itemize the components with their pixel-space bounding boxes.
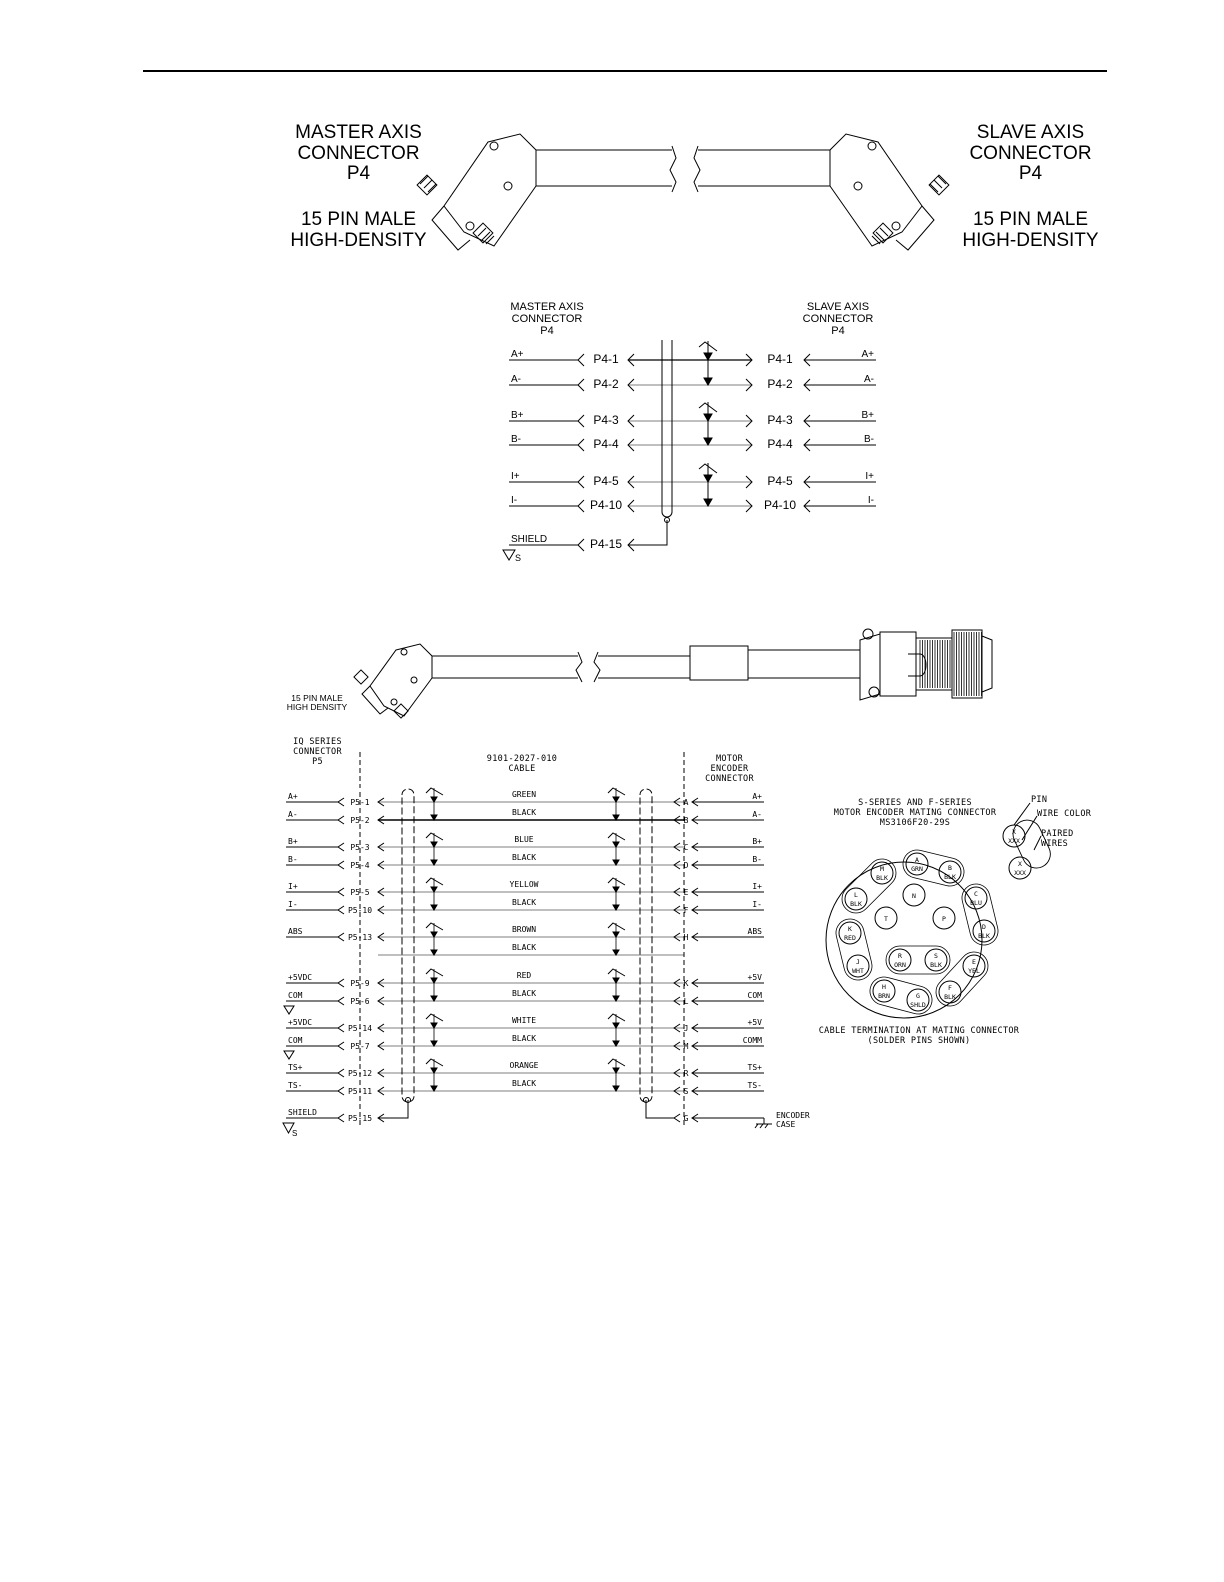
- slave-type-line2: HIGH-DENSITY: [962, 229, 1099, 251]
- s2-twist-mark-3-1: [426, 878, 443, 885]
- s2-left-arrow-1: [338, 798, 344, 806]
- s2-pair-arrow-b-1-2: [613, 815, 619, 820]
- pin-l-color: BLK: [850, 900, 862, 908]
- s1-left-arrow-3: [578, 415, 584, 427]
- legend-paired-line1: PAIRED: [1041, 829, 1074, 839]
- legend-paired-wires: [1041, 830, 1074, 850]
- s2-left-arrow-12: [338, 1042, 344, 1050]
- s2-right-signal-4: B-: [752, 855, 762, 864]
- s1-pair-arrow-b-1: [704, 378, 712, 385]
- s1-pair-arrow-a-3: [704, 475, 712, 482]
- s2-pair-arrow-a-1-2: [613, 797, 619, 802]
- pin-s-id: S: [934, 952, 938, 960]
- cable2-label-line1: 15 PIN MALE: [291, 693, 343, 703]
- pin-j-color: WHT: [852, 967, 864, 975]
- s2-wire-color-11: WHITE: [511, 1016, 537, 1025]
- s1-ground-label: S: [515, 553, 522, 563]
- s1-left-signal-5: I+: [511, 471, 520, 482]
- s1-cable-shield: [662, 340, 672, 517]
- s2-wire-color-10: BLACK: [511, 989, 537, 998]
- legend-pin: PIN: [1031, 795, 1048, 805]
- pin-c-id: C: [974, 890, 978, 898]
- s2-cable-header-line1: 9101-2027-010: [486, 754, 558, 764]
- s1-right-signal-6: I-: [867, 495, 874, 506]
- s2-twist-mark-1-2: [608, 788, 625, 795]
- s2-motor-pin-12: M: [683, 1042, 689, 1051]
- pin-b-color: BLK: [944, 873, 956, 881]
- s2-pair-arrow-b-1-1: [431, 815, 437, 820]
- s2-pair-arrow-a-7-1: [431, 1068, 437, 1073]
- legend-pin-top-id: X: [1012, 828, 1016, 836]
- s1-left-arrow-4: [578, 439, 584, 451]
- pin-d-color: BLK: [978, 932, 990, 940]
- s2-left-pin-10: P5-6: [350, 997, 370, 1006]
- cable2-body: [432, 646, 860, 682]
- s2-pair-arrow-a-5-1: [431, 978, 437, 983]
- s2-chassis-ground-icon: [755, 1118, 772, 1128]
- mating-title: [820, 799, 1010, 828]
- s2-motor-pin-3: C: [683, 843, 689, 852]
- s2-wire-color-5: YELLOW: [509, 880, 539, 889]
- cable2-label-line2: HIGH DENSITY: [286, 702, 348, 713]
- s1-left-pin-3: P4-3: [593, 413, 619, 427]
- s2-twist-mark-4-1: [426, 923, 443, 930]
- s1-left-signal-2: A-: [511, 374, 521, 385]
- s2-pair-arrow-b-7-2: [613, 1086, 619, 1091]
- s2-right-signal-11: +5V: [747, 1018, 762, 1027]
- pin-d-id: D: [982, 923, 986, 931]
- s1-left-pin-4: P4-4: [593, 437, 619, 451]
- s2-wire-color-2: BLACK: [511, 808, 537, 817]
- s2-iq-header-line1: IQ SERIES: [293, 737, 342, 747]
- s2-pair-arrow-b-3-1: [431, 905, 437, 910]
- s1-right-signal-3: B+: [861, 410, 874, 421]
- s2-left-arrow-10: [338, 997, 344, 1005]
- s2-twist-mark-2-1: [426, 833, 443, 840]
- s2-left-pin-12: P5-7: [350, 1042, 370, 1051]
- s2-shield-pin: P5-15: [347, 1114, 373, 1123]
- s1-left-signal-1: A+: [511, 349, 524, 360]
- cable1-body: [536, 146, 830, 192]
- s1-master-header-line2: CONNECTOR: [511, 312, 583, 325]
- s2-wire-color-8: BLACK: [511, 943, 537, 952]
- s1-right-pin-5: P4-5: [767, 474, 793, 488]
- s2-pair-arrow-a-1-1: [431, 797, 437, 802]
- s2-left-signal-14: TS-: [288, 1081, 303, 1090]
- pin-r-id: R: [898, 952, 902, 960]
- s2-left-pin-11: P5-14: [347, 1024, 373, 1033]
- legend-pin-top-color: XXX: [1008, 837, 1020, 845]
- cable2-db15-connector-icon: [354, 644, 432, 718]
- s2-twist-mark-2-2: [608, 833, 625, 840]
- legend-pin-bottom-color: XXX: [1014, 869, 1026, 877]
- s1-drain-wire: [628, 520, 667, 545]
- s2-wire-color-3: BLUE: [514, 835, 534, 844]
- pin-g-id: G: [916, 992, 920, 1000]
- s2-pair-arrow-b-6-1: [431, 1041, 437, 1046]
- s1-left-arrow-6: [578, 500, 584, 512]
- pin-l-id: L: [854, 891, 858, 899]
- master-title-line1: MASTER AXIS: [295, 122, 422, 143]
- s2-wire-color-1: GREEN: [511, 790, 537, 799]
- s1-master-header-line3: P4: [540, 324, 554, 337]
- s2-left-signal-2: A-: [288, 810, 298, 819]
- legend-paired-line2: WIRES: [1041, 838, 1069, 849]
- s2-right-drain: [646, 1100, 674, 1118]
- s2-wire-color-12: BLACK: [511, 1034, 537, 1043]
- s2-left-arrow-3: [338, 843, 344, 851]
- s2-left-arrow-4: [338, 861, 344, 869]
- s2-pair-arrow-b-6-2: [613, 1041, 619, 1046]
- s2-left-pin-2: P5-2: [350, 816, 370, 825]
- slave-title-line2: CONNECTOR: [969, 142, 1092, 164]
- s1-right-signal-2: A-: [864, 374, 874, 385]
- s2-left-shield-tube: [402, 789, 414, 1102]
- s2-pair-arrow-a-5-2: [613, 978, 619, 983]
- s2-motor-pin-13: R: [683, 1069, 689, 1078]
- s2-left-signal-7: ABS: [288, 927, 303, 936]
- pin-e-color: YEL: [968, 967, 980, 975]
- s1-left-arrow-2: [578, 379, 584, 391]
- s2-motor-header-line1: MOTOR: [715, 754, 744, 764]
- cable2-connector-label: [272, 694, 362, 712]
- mating-caption-line2: (SOLDER PINS SHOWN): [867, 1035, 971, 1046]
- s2-pair-arrow-b-2-1: [431, 860, 437, 865]
- s2-pair-arrow-a-7-2: [613, 1068, 619, 1073]
- s2-right-signal-7: ABS: [747, 927, 762, 936]
- s2-wire-color-9: RED: [516, 971, 532, 980]
- s2-left-pin-9: P5-9: [350, 979, 370, 988]
- s2-pair-arrow-b-2-2: [613, 860, 619, 865]
- mating-caption-line1: CABLE TERMINATION AT MATING CONNECTOR: [818, 1026, 1020, 1036]
- master-type-line1: 15 PIN MALE: [300, 209, 417, 230]
- s1-left-pin-2: P4-2: [593, 377, 619, 391]
- s1-pair-arrow-a-1: [704, 353, 712, 360]
- pin-h-id: H: [882, 983, 886, 991]
- s2-motor-pin-11: J: [683, 1024, 689, 1033]
- s2-left-pin-14: P5-11: [347, 1087, 373, 1096]
- s1-slave-header-line3: P4: [831, 324, 845, 337]
- legend-pair-leader: [1034, 836, 1041, 850]
- s2-left-pin-1: P5-1: [350, 798, 370, 807]
- s2-right-signal-3: B+: [752, 837, 762, 846]
- s2-pair-arrow-a-4-1: [431, 932, 437, 937]
- s2-iq-header-line2: CONNECTOR: [293, 746, 342, 757]
- s2-right-signal-14: TS-: [747, 1081, 762, 1090]
- s1-left-signal-3: B+: [511, 410, 524, 421]
- master-type-line2: HIGH-DENSITY: [290, 229, 427, 251]
- s2-motor-pin-5: E: [683, 888, 689, 897]
- s2-left-signal-4: B-: [288, 855, 298, 864]
- s1-right-signal-5: I+: [865, 471, 874, 482]
- s2-left-arrow-7: [338, 933, 344, 941]
- pin-f-id: F: [948, 984, 952, 992]
- s2-left-arrow-11: [338, 1024, 344, 1032]
- pin-c-color: BLU: [970, 899, 982, 907]
- s1-pair-arrow-b-3: [704, 499, 712, 506]
- s2-pair-arrow-a-2-1: [431, 842, 437, 847]
- schematic2-wiring: [283, 752, 810, 1138]
- pin-j-id: J: [856, 958, 860, 966]
- s1-left-pin-6: P4-10: [589, 498, 623, 512]
- s2-right-signal-12: COMM: [742, 1036, 762, 1045]
- s2-motor-header-line2: ENCODER: [710, 763, 749, 774]
- s2-right-signal-6: I-: [752, 900, 762, 909]
- s2-twist-mark-3-2: [608, 878, 625, 885]
- mating-title-line1: S-SERIES AND F-SERIES: [858, 798, 972, 808]
- slave-title-line3: P4: [1018, 163, 1043, 185]
- s2-motor-pin-4: D: [683, 861, 689, 870]
- s1-shield-signal: SHIELD: [511, 534, 548, 545]
- ms-circular-connector-icon: [860, 629, 992, 700]
- s1-right-pin-1: P4-1: [767, 352, 793, 366]
- legend-pin-bottom-id: X: [1018, 860, 1022, 868]
- s2-twist-mark-4-2: [608, 923, 625, 930]
- s2-left-arrow-6: [338, 906, 344, 914]
- pin-n-id: N: [912, 892, 916, 900]
- s2-com-ground-icon-2: [284, 1051, 294, 1059]
- s1-slave-header-line1: SLAVE AXIS: [806, 301, 870, 313]
- s2-motor-pin-14: S: [683, 1087, 689, 1096]
- s1-right-signal-4: B-: [864, 434, 874, 445]
- s2-right-signal-10: COM: [747, 991, 762, 1000]
- mating-title-line3: MS3106F20-29S: [879, 817, 951, 828]
- pin-p-id: P: [942, 915, 946, 923]
- legend-wire-leader: [1022, 816, 1037, 840]
- s2-motor-header: [692, 755, 767, 784]
- s2-pair-arrow-a-6-1: [431, 1023, 437, 1028]
- s2-pair-arrow-b-3-2: [613, 905, 619, 910]
- s2-motor-pin-10: L: [683, 997, 689, 1006]
- s2-twist-mark-6-1: [426, 1014, 443, 1021]
- pin-r-color: ORN: [894, 961, 906, 969]
- s2-shield-arrow: [338, 1114, 344, 1122]
- pin-a-id: A: [915, 856, 919, 864]
- s2-left-signal-3: B+: [288, 837, 298, 846]
- pin-t-id: T: [884, 915, 888, 923]
- pin-s-color: BLK: [930, 961, 942, 969]
- s2-left-signal-13: TS+: [288, 1063, 303, 1072]
- s2-shield-signal: SHIELD: [288, 1108, 317, 1117]
- slave-type-line1: 15 PIN MALE: [972, 209, 1089, 230]
- s2-left-pin-4: P5-4: [350, 861, 370, 870]
- master-db15-connector-icon: [417, 134, 536, 250]
- s2-wire-color-6: BLACK: [511, 898, 537, 907]
- s2-left-signal-6: I-: [288, 900, 298, 909]
- s2-pair-arrow-a-3-2: [613, 887, 619, 892]
- s2-com-ground-icon-1: [284, 1006, 294, 1014]
- s1-shield-pin: P4-15: [589, 537, 623, 551]
- schematic1-wiring: [503, 340, 876, 563]
- s2-twist-mark-5-2: [608, 969, 625, 976]
- s2-pair-arrow-a-6-2: [613, 1023, 619, 1028]
- s1-left-pin-1: P4-1: [593, 352, 619, 366]
- s2-encoder-case-line2: CASE: [776, 1120, 796, 1129]
- s2-wire-color-14: BLACK: [511, 1079, 537, 1088]
- s2-pair-arrow-a-2-2: [613, 842, 619, 847]
- pin-k-id: K: [848, 925, 852, 933]
- s2-left-arrow-13: [338, 1069, 344, 1077]
- s2-motor-pin-9: K: [683, 979, 689, 988]
- s2-left-pin-6: P5-10: [347, 906, 373, 915]
- s2-left-arrow-14: [338, 1087, 344, 1095]
- s1-left-signal-4: B-: [511, 434, 521, 445]
- s2-twist-mark-5-1: [426, 969, 443, 976]
- pin-e-id: E: [972, 958, 976, 966]
- pin-m-id: M: [880, 865, 884, 873]
- s2-left-signal-10: COM: [288, 991, 303, 1000]
- paired-wires-outline-3: [930, 946, 994, 1012]
- s2-motor-header-line3: CONNECTOR: [705, 773, 754, 784]
- s2-twist-mark-6-2: [608, 1014, 625, 1021]
- s2-motor-pin-2: B: [683, 816, 689, 825]
- s1-right-pin-3: P4-3: [767, 413, 793, 427]
- master-title-line3: P4: [346, 163, 371, 185]
- pin-f-color: BLK: [944, 993, 956, 1001]
- s1-shield-arrow: [578, 539, 584, 551]
- s1-slave-header: [788, 302, 888, 338]
- s2-twist-mark-7-1: [426, 1059, 443, 1066]
- s2-encoder-case-line1: ENCODER: [776, 1111, 810, 1120]
- pin-a-color: GRN: [911, 865, 923, 873]
- s2-cable-header-line2: CABLE: [508, 763, 536, 774]
- legend-wire-color: WIRE COLOR: [1037, 809, 1092, 819]
- s2-shield-motor-arrow: [674, 1114, 680, 1122]
- s2-right-signal-9: +5V: [747, 973, 762, 982]
- s1-right-pin-4: P4-4: [767, 437, 793, 451]
- pin-m-color: BLK: [876, 874, 888, 882]
- s2-motor-pin-6: F: [683, 906, 689, 915]
- s1-ground-icon: [503, 550, 515, 560]
- s1-slave-header-line2: CONNECTOR: [802, 312, 874, 325]
- s2-left-signal-9: +5VDC: [288, 973, 313, 982]
- s2-shield-ground-label: S: [292, 1129, 298, 1138]
- s1-left-pin-5: P4-5: [593, 474, 619, 488]
- s2-right-signal-1: A+: [752, 792, 762, 801]
- mating-title-line2: MOTOR ENCODER MATING CONNECTOR: [833, 807, 997, 818]
- pin-h-color: BRN: [878, 992, 890, 1000]
- s2-motor-pin-1: A: [683, 798, 689, 807]
- s1-right-pin-2: P4-2: [767, 377, 793, 391]
- slave-db15-connector-icon: [830, 134, 949, 250]
- s2-pair-arrow-b-4-2: [613, 950, 619, 955]
- s2-left-signal-12: COM: [288, 1036, 303, 1045]
- s2-left-arrow-2: [338, 816, 344, 824]
- s1-right-signal-1: A+: [861, 349, 874, 360]
- s2-left-pin-5: P5-5: [350, 888, 370, 897]
- s2-right-shield-tube: [640, 789, 652, 1102]
- s1-right-pin-6: P4-10: [763, 498, 797, 512]
- s2-wire-color-4: BLACK: [511, 853, 537, 862]
- s2-pair-arrow-a-4-2: [613, 932, 619, 937]
- s2-left-pin-13: P5-12: [347, 1069, 373, 1078]
- s1-left-arrow-5: [578, 476, 584, 488]
- s2-left-arrow-9: [338, 979, 344, 987]
- s1-master-header: [497, 302, 597, 338]
- s2-pair-arrow-a-3-1: [431, 887, 437, 892]
- s2-twist-mark-7-2: [608, 1059, 625, 1066]
- s2-left-signal-1: A+: [288, 792, 298, 801]
- s2-pair-arrow-b-7-1: [431, 1086, 437, 1091]
- pin-k-color: RED: [844, 934, 856, 942]
- s2-pair-arrow-b-5-1: [431, 996, 437, 1001]
- s2-left-pin-3: P5-3: [350, 843, 370, 852]
- s1-pair-arrow-a-2: [704, 414, 712, 421]
- pin-b-id: B: [948, 864, 952, 872]
- s2-shield-motor-pin: G: [683, 1114, 689, 1123]
- s2-left-signal-11: +5VDC: [288, 1018, 313, 1027]
- mating-caption: [808, 1027, 1030, 1047]
- s2-cable-header: [472, 755, 572, 775]
- slave-title-line1: SLAVE AXIS: [976, 122, 1085, 143]
- paired-wires-outline-7: [867, 974, 935, 1017]
- s2-pair-arrow-b-4-1: [431, 950, 437, 955]
- s2-right-signal-5: I+: [752, 882, 762, 891]
- legend-pin-leader: [1014, 803, 1030, 825]
- s1-master-header-line1: MASTER AXIS: [510, 301, 584, 313]
- s2-iq-header-line3: P5: [312, 756, 323, 767]
- s2-twist-mark-1-1: [426, 788, 443, 795]
- s2-left-pin-7: P5-13: [347, 933, 373, 942]
- s2-motor-pin-7: H: [683, 933, 689, 942]
- pin-g-color: SHLD: [910, 1001, 926, 1009]
- s2-left-signal-5: I+: [288, 882, 298, 891]
- mating-connector-face: [826, 803, 1055, 1018]
- s2-iq-header: [280, 738, 355, 767]
- s1-left-signal-6: I-: [511, 495, 518, 506]
- s2-right-signal-13: TS+: [747, 1063, 762, 1072]
- s2-right-signal-2: A-: [752, 810, 762, 819]
- s1-pair-arrow-b-2: [704, 438, 712, 445]
- master-title-line2: CONNECTOR: [297, 142, 420, 164]
- s2-pair-arrow-b-5-2: [613, 996, 619, 1001]
- s2-wire-color-13: ORANGE: [509, 1061, 539, 1070]
- s2-left-arrow-5: [338, 888, 344, 896]
- s1-left-arrow-1: [578, 354, 584, 366]
- s2-wire-color-7: BROWN: [511, 925, 537, 934]
